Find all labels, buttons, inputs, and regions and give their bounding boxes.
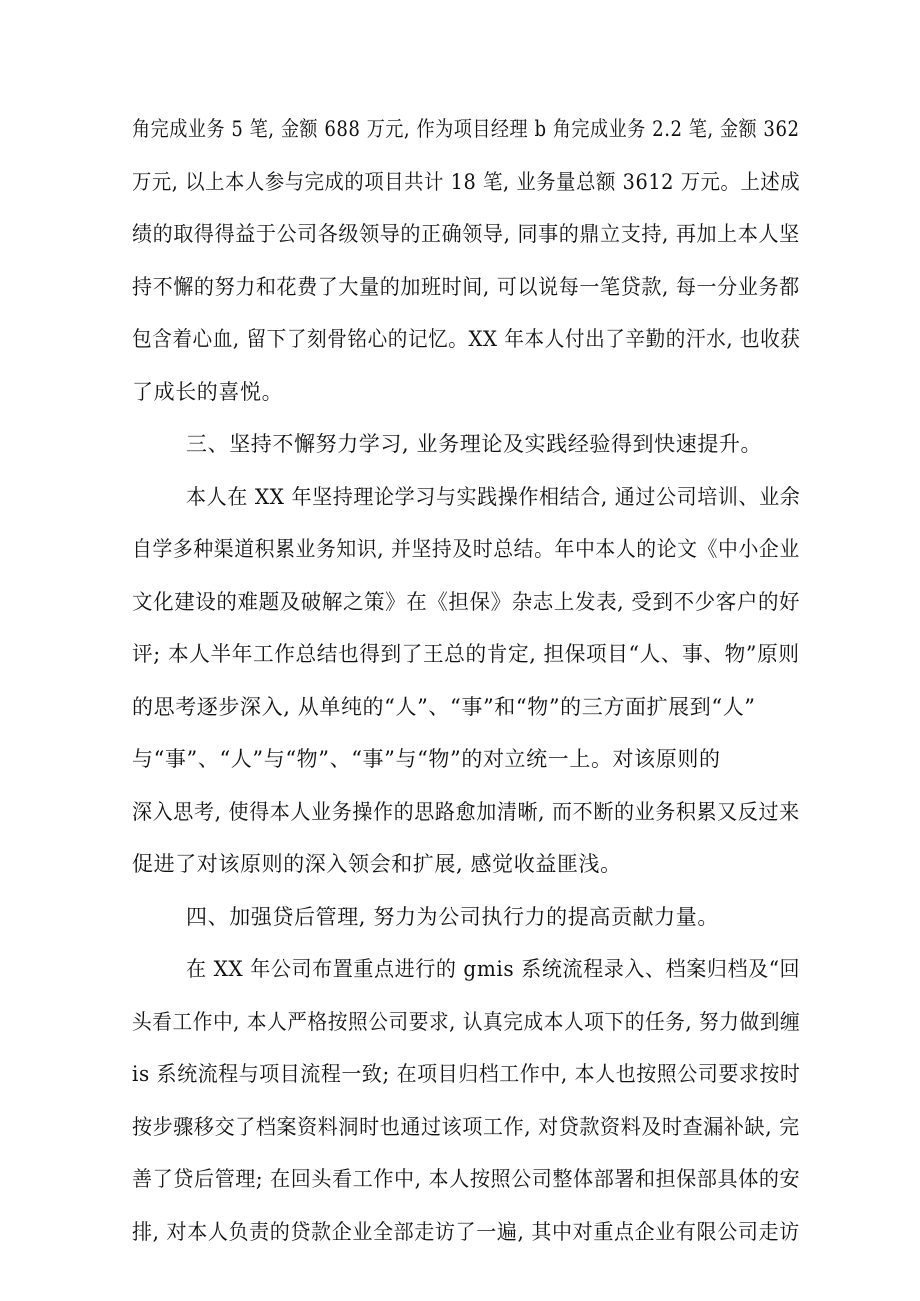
text-line: 善了贷后管理; 在回头看工作中, 本人按照公司整体部署和担保部具体的安 xyxy=(132,1167,801,1191)
text-line: 促进了对该原则的深入领会和扩展, 感觉收益匪浅。 xyxy=(132,852,622,876)
text-line: 角完成业务 5 笔, 金额 688 万元, 作为项目经理 b 角完成业务 2.2 笔, 金额 362 xyxy=(132,117,800,141)
text-line: 按步骤移交了档案资料洞时也通过该项工作, 对贷款资料及时查漏补缺, 完 xyxy=(132,1114,800,1139)
text-line: 深入思考, 使得本人业务操作的思路愈加清晰, 而不断的业务积累又反过来 xyxy=(132,799,800,824)
text-line: 包含着心血, 留下了刻骨铭心的记忆。XX 年本人付出了辛勤的汗水, 也收获 xyxy=(132,327,801,351)
text-line: 了成长的喜悦。 xyxy=(132,379,284,404)
text-line: 排, 对本人负责的贷款企业全部走访了一遍, 其中对重点企业有限公司走访 xyxy=(132,1219,800,1244)
text-line: 文化建设的难题及破解之策》在《担保》杂志上发表, 受到不少客户的好 xyxy=(132,589,801,614)
text-line: 持不懈的努力和花费了大量的加班时间, 可以说每一笔贷款, 每一分业务都 xyxy=(132,274,800,299)
text-line: 万元, 以上本人参与完成的项目共计 18 笔, 业务量总额 3612 万元。上述成 xyxy=(132,169,801,194)
text-line: 在 XX 年公司布置重点进行的 gmis 系统流程录入、档案归档及“回 xyxy=(186,957,801,981)
text-line: is 系统流程与项目流程一致; 在项目归档工作中, 本人也按照公司要求按时 xyxy=(132,1062,801,1086)
text-line: 本人在 XX 年坚持理论学习与实践操作相结合, 通过公司培训、业余 xyxy=(186,484,801,509)
text-line: 自学多种渠道积累业务知识, 并坚持及时总结。年中本人的论文《中小企业 xyxy=(132,537,800,561)
text-line: 绩的取得得益于公司各级领导的正确领导, 同事的鼎立支持, 再加上本人坚 xyxy=(132,222,800,246)
text-line: 评; 本人半年工作总结也得到了王总的肯定, 担保项目“人、事、物”原则 xyxy=(132,642,800,666)
section-heading-4: 四、加强贷后管理, 努力为公司执行力的提高贡献力量。 xyxy=(186,904,719,929)
text-line: 头看工作中, 本人严格按照公司要求, 认真完成本人项下的任务, 努力做到缠 xyxy=(132,1009,801,1034)
text-line: 与“事”、“人”与“物”、“事”与“物”的对立统一上。对该原则的 xyxy=(132,747,721,771)
text-line: 的思考逐步深入, 从单纯的“人”、“事”和“物”的三方面扩展到“人” xyxy=(132,694,756,719)
section-heading-3: 三、坚持不懈努力学习, 业务理论及实践经验得到快速提升。 xyxy=(186,432,763,456)
